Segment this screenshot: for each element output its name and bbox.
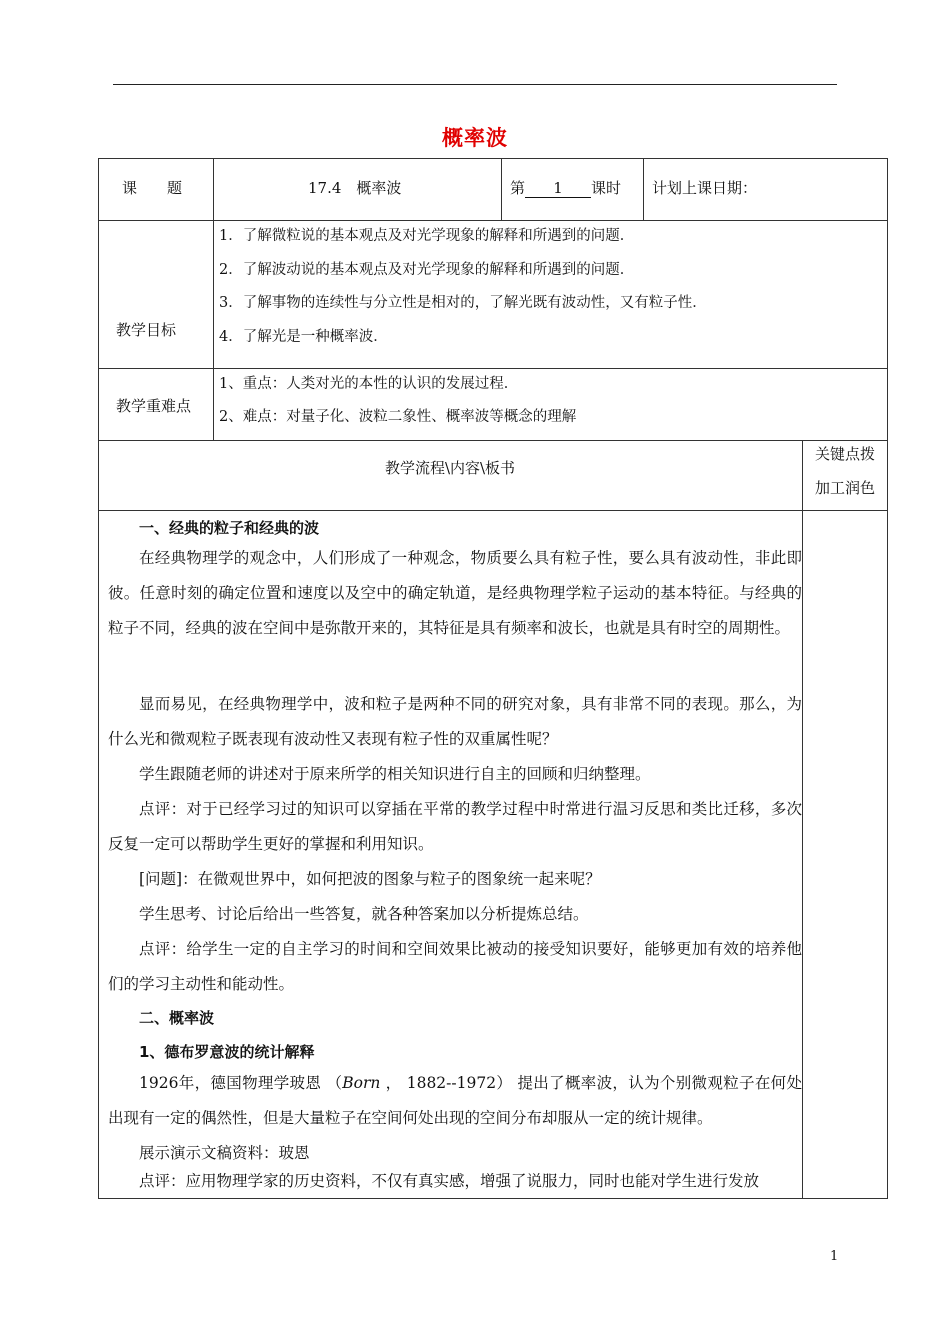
- table-border-right: [887, 158, 888, 1198]
- paragraph-9: 展示演示文稿资料：玻恩: [139, 1144, 310, 1162]
- section-2-1-title: 1、德布罗意波的统计解释: [139, 1043, 315, 1061]
- objective-item: 3．了解事物的连续性与分立性是相对的，了解光既有波动性，又有粒子性．: [219, 295, 707, 311]
- column-divider: [643, 158, 644, 220]
- period-value: 1: [525, 179, 591, 198]
- lesson-plan-table: [98, 158, 888, 1198]
- objectives-label: 教学目标: [116, 321, 177, 339]
- paragraph-4: 点评：对于已经学习过的知识可以穿插在平常的教学过程中时常进行温习反思和类比迁移，多次反复一定可以帮助学生更好的掌握和利用知识。: [108, 800, 802, 853]
- header-rule: [113, 84, 837, 85]
- period-suffix: 课时: [591, 179, 622, 197]
- table-border-bottom: [98, 1198, 888, 1199]
- date-label: 计划上课日期：: [652, 179, 758, 197]
- section-2-title: 二、概率波: [139, 1009, 215, 1027]
- side-column-divider: [802, 440, 803, 1198]
- paragraph-1: 在经典物理学的观念中，人们形成了一种观念，物质要么具有粒子性，要么具有波动性，非此即彼。任意时刻的确定位置和速度以及空中的确定轨道，是经典物理学粒子运动的基本特征。与经典的粒子不同，经典的波在空间中是弥散开来的，其特征是具有频率和波长，也就是具有时空的周期性。: [108, 549, 802, 637]
- objective-item: 1．了解微粒说的基本观点及对光学现象的解释和所遇到的问题．: [219, 228, 635, 244]
- topic-value: 17.4 概率波: [308, 179, 402, 197]
- table-border-top: [98, 158, 888, 159]
- side-header-line2: 加工润色: [814, 479, 875, 497]
- page-number: 1: [830, 1249, 839, 1264]
- topic-label: 课 题: [122, 179, 183, 197]
- side-header-line1: 关键点拨: [814, 445, 875, 463]
- objective-item: 2．了解波动说的基本观点及对光学现象的解释和所遇到的问题．: [219, 262, 635, 278]
- key-points-label: 教学重难点: [116, 397, 192, 415]
- paragraph-8-part-b: ， 1882--1972） 提出了概率波，认为个别微观粒子在何处出现有一定的偶然性，但是大量粒子在空间何处出现的空间分布却服从一定的统计规律。: [108, 1074, 802, 1127]
- period-prefix: 第: [510, 179, 526, 197]
- column-divider: [501, 158, 502, 220]
- born-name: Born: [342, 1074, 381, 1092]
- paragraph-2: 显而易见，在经典物理学中，波和粒子是两种不同的研究对象，具有非常不同的表现。那么，为什么光和微观粒子既表现有波动性又表现有粒子性的双重属性呢？: [108, 695, 802, 748]
- paragraph-3: 学生跟随老师的讲述对于原来所学的相关知识进行自主的回顾和归纳整理。: [139, 765, 651, 783]
- row-divider: [98, 368, 888, 369]
- paragraph-10: 点评：应用物理学家的历史资料，不仅有真实感，增强了说服力，同时也能对学生进行发放: [139, 1172, 760, 1190]
- period-field: [510, 178, 621, 198]
- row-divider: [98, 220, 888, 221]
- key-point-item: 2、难点：对量子化、波粒二象性、概率波等概念的理解: [219, 409, 577, 425]
- flow-header: 教学流程\内容\板书: [384, 459, 516, 477]
- paragraph-7: 点评：给学生一定的自主学习的时间和空间效果比被动的接受知识要好，能够更加有效的培养他们的学习主动性和能动性。: [108, 940, 802, 993]
- section-1-title: 一、经典的粒子和经典的波: [139, 519, 320, 537]
- document-title: 概率波: [442, 126, 508, 150]
- paragraph-8-part-a: 1926年，德国物理学玻恩 （: [139, 1074, 343, 1092]
- section-title: [108, 1035, 802, 1070]
- paragraph-5: [问题]：在微观世界中，如何把波的图象与粒子的图象统一起来呢？: [139, 870, 601, 888]
- table-border-left: [98, 158, 99, 1198]
- label-column-divider: [213, 158, 214, 440]
- objective-item: 4．了解光是一种概率波．: [219, 329, 388, 345]
- paragraph-6: 学生思考、讨论后给出一些答复，就各种答案加以分析提炼总结。: [139, 905, 589, 923]
- section-title: [108, 1001, 802, 1036]
- key-point-item: 1、重点：人类对光的本性的认识的发展过程．: [219, 376, 519, 392]
- paragraph-8: [108, 1066, 802, 1136]
- row-divider: [98, 440, 888, 441]
